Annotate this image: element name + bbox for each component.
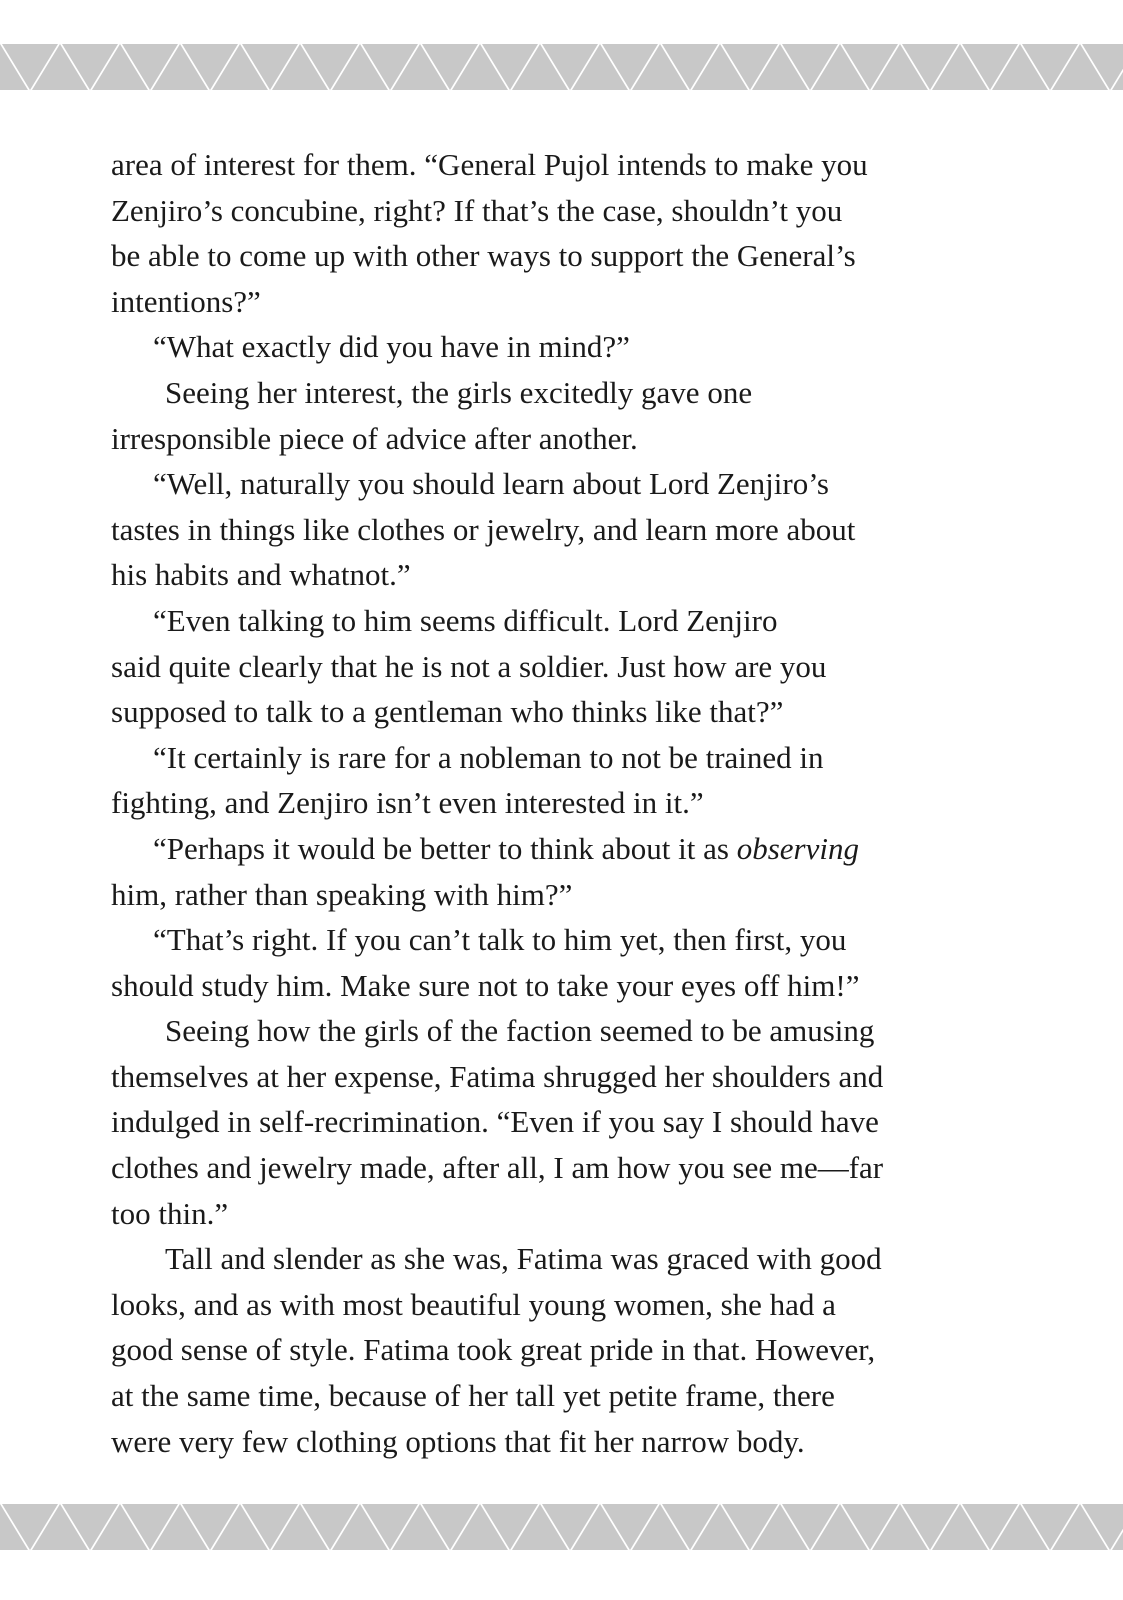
italic-text: observing bbox=[736, 830, 859, 866]
text-segment: him, rather than speaking with him?” bbox=[111, 876, 573, 912]
text-segment: themselves at her expense, Fatima shrugged her shoulders and bbox=[111, 1058, 884, 1094]
text-line bbox=[111, 826, 1016, 872]
text-line bbox=[111, 1236, 1016, 1282]
text-segment: Seeing her interest, the girls excitedly gave one bbox=[165, 374, 753, 410]
text-segment: tastes in things like clothes or jewelry, and learn more about bbox=[111, 511, 856, 547]
text-segment: fighting, and Zenjiro isn’t even interested in it.” bbox=[111, 785, 704, 821]
text-line bbox=[111, 1145, 1016, 1191]
text-line bbox=[111, 370, 1016, 416]
text-line bbox=[111, 1419, 1016, 1465]
text-segment: Tall and slender as she was, Fatima was graced with good bbox=[165, 1241, 882, 1277]
top-triangle-border bbox=[0, 44, 1123, 90]
text-segment: “Even talking to him seems difficult. Lord Zenjiro bbox=[153, 602, 778, 638]
text-segment: his habits and whatnot.” bbox=[111, 557, 411, 593]
text-line bbox=[111, 735, 1016, 781]
text-segment: intentions?” bbox=[111, 283, 261, 319]
text-segment: area of interest for them. “General Pujol intends to make you bbox=[111, 147, 868, 182]
text-segment: irresponsible piece of advice after another. bbox=[111, 420, 638, 456]
bottom-triangle-border-graphic bbox=[0, 1504, 1123, 1550]
text-segment: indulged in self-recrimination. “Even if you say I should have bbox=[111, 1104, 879, 1140]
text-segment: clothes and jewelry made, after all, I am how you see me—far bbox=[111, 1150, 884, 1186]
text-segment: should study him. Make sure not to take your eyes off him!” bbox=[111, 967, 860, 1003]
text-line bbox=[111, 188, 1016, 234]
text-line bbox=[111, 689, 1016, 735]
text-segment: looks, and as with most beautiful young women, she had a bbox=[111, 1286, 836, 1322]
text-line bbox=[111, 963, 1016, 1009]
text-line bbox=[111, 872, 1016, 918]
text-segment: be able to come up with other ways to support the General’s bbox=[111, 238, 856, 274]
text-line bbox=[111, 1373, 1016, 1419]
text-line bbox=[111, 324, 1016, 370]
text-line bbox=[111, 1327, 1016, 1373]
top-triangle-border-graphic bbox=[0, 44, 1123, 90]
text-segment: “It certainly is rare for a nobleman to not be trained in bbox=[153, 739, 824, 775]
text-segment: “That’s right. If you can’t talk to him yet, then first, you bbox=[153, 922, 847, 958]
text-segment: said quite clearly that he is not a soldier. Just how are you bbox=[111, 648, 827, 684]
text-segment: good sense of style. Fatima took great pride in that. However, bbox=[111, 1332, 876, 1368]
text-segment: Zenjiro’s concubine, right? If that’s the case, shouldn’t you bbox=[111, 192, 843, 228]
text-segment: were very few clothing options that fit her narrow body. bbox=[111, 1423, 805, 1459]
text-line bbox=[111, 461, 1016, 507]
text-line bbox=[111, 1008, 1016, 1054]
text-line bbox=[111, 233, 1016, 279]
text-segment: supposed to talk to a gentleman who thinks like that?” bbox=[111, 694, 784, 730]
text-line bbox=[111, 1191, 1016, 1237]
text-line bbox=[111, 416, 1016, 462]
bottom-triangle-border bbox=[0, 1504, 1123, 1550]
text-segment: “Perhaps it would be better to think about it as bbox=[153, 830, 737, 866]
text-line bbox=[111, 598, 1016, 644]
text-line bbox=[111, 1099, 1016, 1145]
text-segment: Seeing how the girls of the faction seemed to be amusing bbox=[165, 1013, 875, 1049]
text-line bbox=[111, 142, 1016, 188]
text-line bbox=[111, 552, 1016, 598]
text-segment: “Well, naturally you should learn about Lord Zenjiro’s bbox=[153, 466, 829, 502]
text-line bbox=[111, 1282, 1016, 1328]
text-line bbox=[111, 780, 1016, 826]
text-line bbox=[111, 917, 1016, 963]
text-line bbox=[111, 644, 1016, 690]
text-segment: “What exactly did you have in mind?” bbox=[153, 329, 630, 365]
body-text bbox=[111, 142, 1016, 1464]
text-segment: too thin.” bbox=[111, 1195, 229, 1231]
text-segment: at the same time, because of her tall yet petite frame, there bbox=[111, 1378, 835, 1414]
text-line bbox=[111, 507, 1016, 553]
text-line bbox=[111, 1054, 1016, 1100]
text-line bbox=[111, 279, 1016, 325]
